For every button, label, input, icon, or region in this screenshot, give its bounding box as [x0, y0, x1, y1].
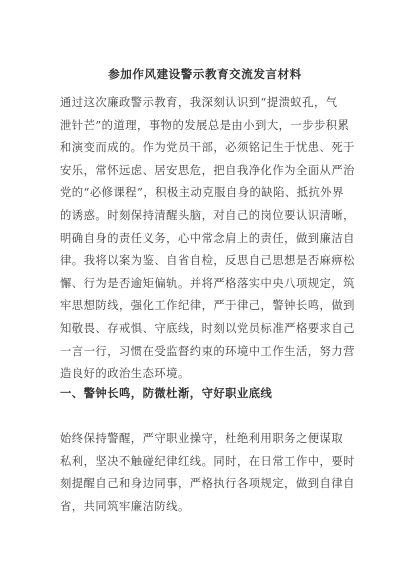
section-heading: 一、警钟长鸣，防微杜渐，守好职业底线 — [60, 387, 273, 400]
paragraph-line: 一言一行，习惯在受监督约束的环境中工作生活，努力营 — [60, 344, 355, 358]
paragraph-line: 安乐，常怀远虑、居安思危，把自我净化作为全面从严治 — [60, 163, 355, 177]
paragraph-line: 刻提醒自己和身边同事，严格执行各项规定，做到自律自 — [60, 477, 355, 491]
paragraph-line: 始终保持警醒，严守职业操守，杜绝利用职务之便谋取 — [60, 432, 344, 445]
paragraph-line: 泄针芒”的道理，事物的发展总是由小到大，一步步积累 — [60, 118, 350, 132]
paragraph-line: 律。我将以案为鉴、自省自检，反思自己思想是否麻痹松 — [60, 254, 355, 268]
paragraph-line: 和演变而成的。作为党员干部，必须铭记生于忧患、死于 — [60, 141, 355, 155]
paragraph-1 — [60, 92, 360, 386]
paragraph-line: 明确自身的责任义务，心中常念肩上的责任，做到廉洁自 — [60, 231, 355, 245]
paragraph-line: 通过这次廉政警示教育，我深刻认识到“提溃蚁孔，气 — [60, 96, 338, 109]
paragraph-line: 私利，坚决不触碰纪律红线。同时，在日常工作中，要时 — [60, 454, 355, 468]
paragraph-line: 造良好的政治生态环境。 — [60, 367, 190, 381]
paragraph-line: 的诱惑。时刻保持清醒头脑，对自己的岗位要认识清晰， — [60, 208, 355, 222]
paragraph-line: 省，共同筑牢廉洁防线。 — [60, 499, 190, 513]
paragraph-2 — [60, 428, 360, 518]
paragraph-line: 懈、行为是否逾矩偏轨。并将严格落实中央八项规定，筑 — [60, 276, 355, 290]
document-title: 参加作风建设警示教育交流发言材料 — [108, 67, 302, 81]
paragraph-line: 牢思想防线，强化工作纪律，严于律己，警钟长鸣，做到 — [60, 299, 355, 313]
paragraph-line: 党的“必修课程”，积极主动克服自身的缺陷、抵抗外界 — [60, 186, 344, 200]
paragraph-line: 知敬畏、存戒惧、守底线，时刻以党员标准严格要求自己 — [60, 321, 355, 335]
